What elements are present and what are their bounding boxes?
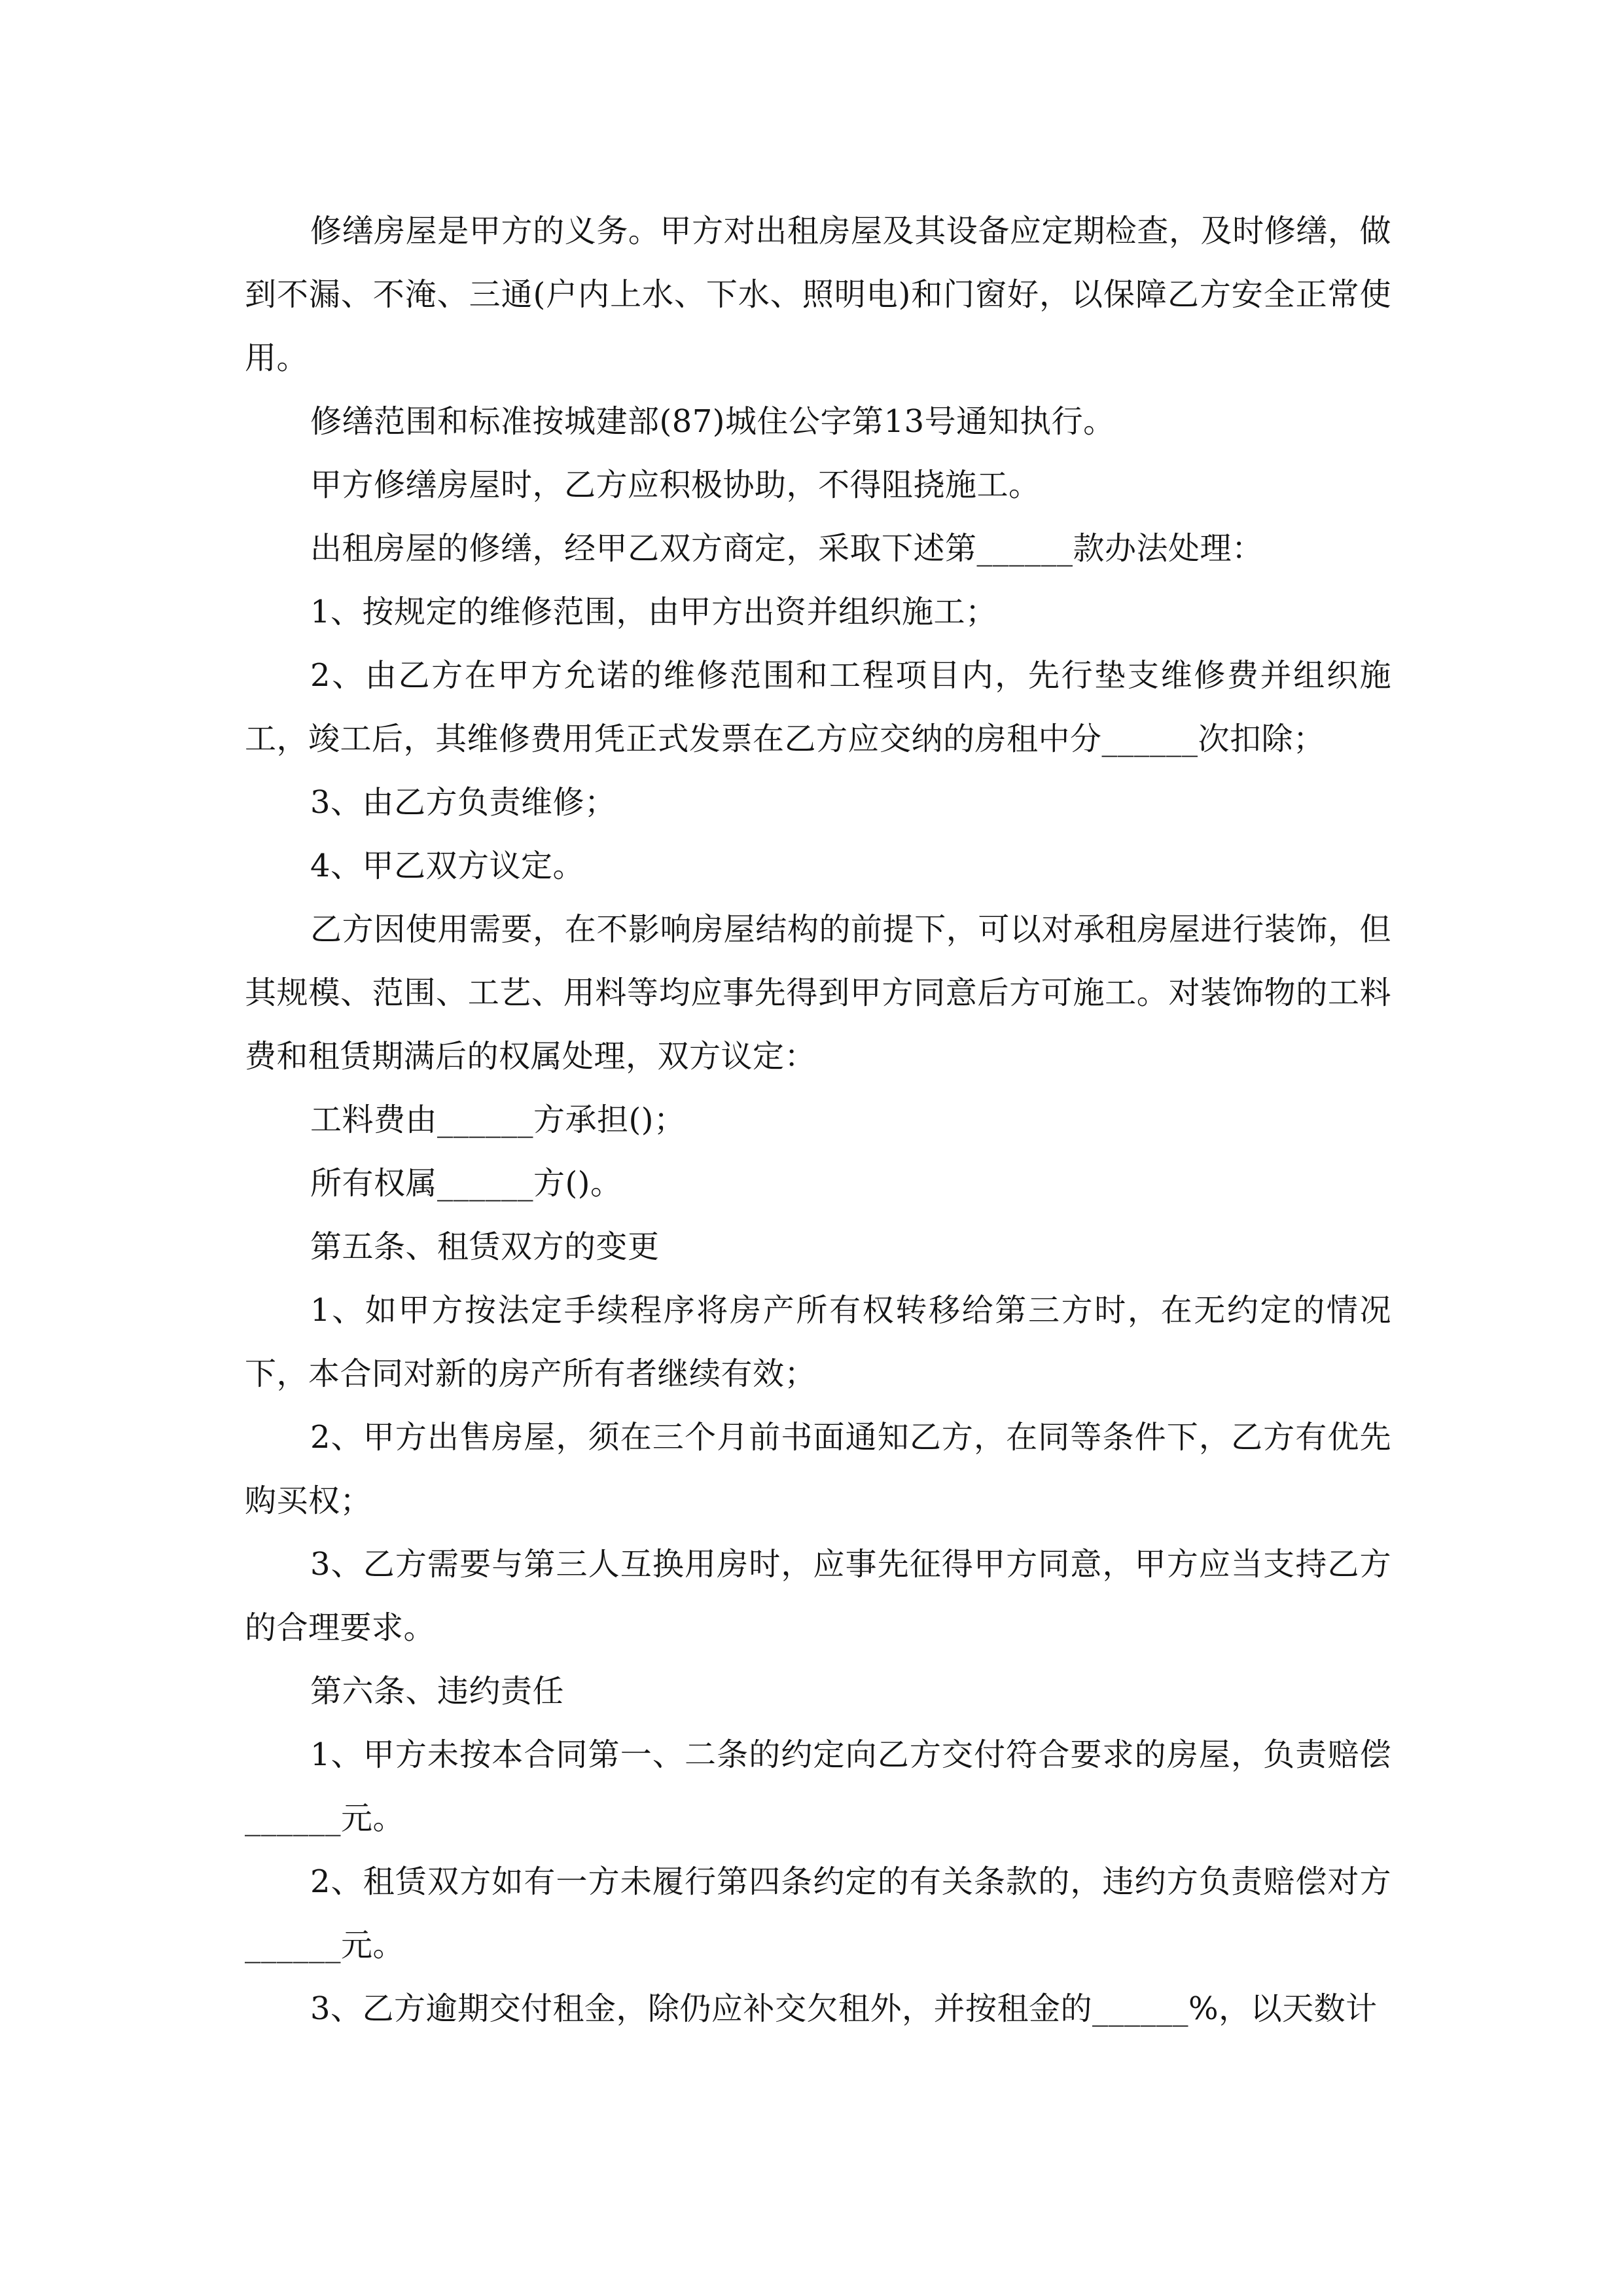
list-item-change-2: 2、甲方出售房屋，须在三个月前书面通知乙方，在同等条件下，乙方有优先购买权； bbox=[245, 1419, 1391, 1519]
section-heading-article-5: 第五条、租赁双方的变更 bbox=[310, 1229, 660, 1265]
list-item-method-2: 2、由乙方在甲方允诺的维修范围和工程项目内，先行垫支维修费并组织施工，竣工后，其维修费用凭正式发票在乙方应交纳的房租中分______次扣除； bbox=[245, 657, 1391, 757]
paragraph-repair-scope: 修缮范围和标准按城建部(87)城住公字第13号通知执行。 bbox=[310, 403, 1115, 440]
paragraph-repair-obligation: 修缮房屋是甲方的义务。甲方对出租房屋及其设备应定期检查，及时修缮，做到不漏、不淹、三通(户内上水、下水、照明电)和门窗好，以保障乙方安全正常使用。 bbox=[245, 213, 1391, 376]
document-page bbox=[245, 200, 1391, 2041]
paragraph-repair-cooperation: 甲方修缮房屋时，乙方应积极协助，不得阻挠施工。 bbox=[310, 467, 1041, 503]
section-heading-article-6: 第六条、违约责任 bbox=[310, 1673, 565, 1710]
paragraph-decoration: 乙方因使用需要，在不影响房屋结构的前提下，可以对承租房屋进行装饰，但其规模、范围、工艺、用料等均应事先得到甲方同意后方可施工。对装饰物的工料费和租赁期满后的权属处理，双方议定： bbox=[245, 911, 1391, 1075]
list-item-change-1: 1、如甲方按法定手续程序将房产所有权转移给第三方时，在无约定的情况下，本合同对新的房产所有者继续有效； bbox=[245, 1292, 1391, 1392]
list-item-liability-2: 2、租赁双方如有一方未履行第四条约定的有关条款的，违约方负责赔偿对方______元。 bbox=[245, 1863, 1391, 1964]
list-item-method-1: 1、按规定的维修范围，由甲方出资并组织施工； bbox=[310, 594, 997, 630]
list-item-liability-3: 3、乙方逾期交付租金，除仍应补交欠租外，并按租金的______%，以天数计 bbox=[310, 1990, 1378, 2027]
paragraph-repair-method: 出租房屋的修缮，经甲乙双方商定，采取下述第______款办法处理： bbox=[310, 530, 1264, 567]
paragraph-material-cost: 工料费由______方承担()； bbox=[310, 1102, 686, 1138]
paragraph-ownership: 所有权属______方()。 bbox=[310, 1165, 622, 1202]
list-item-method-3: 3、由乙方负责维修； bbox=[310, 784, 616, 821]
list-item-liability-1: 1、甲方未按本合同第一、二条的约定向乙方交付符合要求的房屋，负责赔偿______元。 bbox=[245, 1736, 1391, 1837]
list-item-change-3: 3、乙方需要与第三人互换用房时，应事先征得甲方同意，甲方应当支持乙方的合理要求。 bbox=[245, 1546, 1391, 1646]
list-item-method-4: 4、甲乙双方议定。 bbox=[310, 848, 585, 884]
